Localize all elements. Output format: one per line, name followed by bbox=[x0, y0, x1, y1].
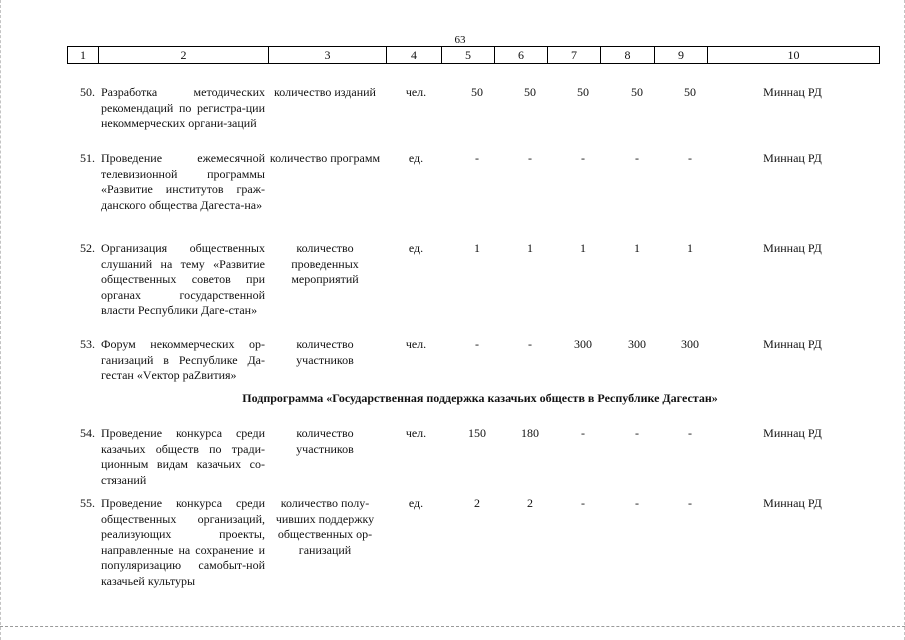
page-number: 63 bbox=[454, 34, 466, 46]
value-col-9: - bbox=[688, 151, 692, 165]
header-col-4: 4 bbox=[387, 47, 442, 64]
indicator-name: количество участников bbox=[296, 426, 354, 456]
row-number: 50. bbox=[80, 85, 95, 99]
value-col-7: 300 bbox=[574, 337, 592, 351]
value-col-5: - bbox=[475, 151, 479, 165]
executor: Миннац РД bbox=[763, 241, 822, 255]
value-col-5: 150 bbox=[468, 426, 486, 440]
unit: чел. bbox=[405, 337, 427, 351]
column-number-header bbox=[67, 46, 880, 64]
value-col-9: - bbox=[688, 496, 692, 510]
measure-name: Разработка методических рекомендаций по регистра-ции некоммерческих органи-заций bbox=[101, 85, 265, 130]
executor: Миннац РД bbox=[763, 337, 822, 351]
indicator-name: количество проведенных мероприятий bbox=[291, 241, 359, 286]
value-col-6: 2 bbox=[527, 496, 533, 510]
value-col-7: - bbox=[581, 496, 585, 510]
value-col-8: - bbox=[635, 426, 639, 440]
unit: чел. bbox=[405, 85, 427, 99]
header-col-5: 5 bbox=[442, 47, 495, 64]
executor: Миннац РД bbox=[763, 426, 822, 440]
value-col-6: 50 bbox=[524, 85, 536, 99]
measure-name: Проведение конкурса среди общественных организаций, реализующих проекты, направленные на сохранение и популяризацию самобыт-ной казачьей культуры bbox=[101, 496, 265, 588]
executor: Миннац РД bbox=[763, 496, 822, 510]
header-col-8: 8 bbox=[601, 47, 655, 64]
value-col-7: 50 bbox=[577, 85, 589, 99]
value-col-7: 1 bbox=[580, 241, 586, 255]
indicator-name: количество программ bbox=[269, 151, 381, 165]
value-col-5: - bbox=[475, 337, 479, 351]
value-col-8: - bbox=[635, 496, 639, 510]
scan-artifact-line bbox=[0, 626, 905, 627]
unit: ед. bbox=[408, 241, 424, 255]
value-col-8: 50 bbox=[631, 85, 643, 99]
value-col-7: - bbox=[581, 151, 585, 165]
row-number: 55. bbox=[80, 496, 95, 510]
measure-name: Организация общественных слушаний на тему «Развитие общественных советов при органах государственной власти Республики Даге-стан» bbox=[101, 241, 265, 317]
header-col-7: 7 bbox=[548, 47, 601, 64]
unit: ед. bbox=[408, 151, 424, 165]
header-col-9: 9 bbox=[655, 47, 708, 64]
value-col-9: 1 bbox=[687, 241, 693, 255]
measure-name: Проведение ежемесячной телевизионной программы «Развитие институтов граж-данского общества Дагеста-на» bbox=[101, 151, 265, 212]
value-col-5: 1 bbox=[474, 241, 480, 255]
row-number: 51. bbox=[80, 151, 95, 165]
measure-name: Проведение конкурса среди казачьих обществ по тради-ционным видам казачьих со-стязаний bbox=[101, 426, 265, 487]
value-col-5: 2 bbox=[474, 496, 480, 510]
executor: Миннац РД bbox=[763, 151, 822, 165]
header-col-10: 10 bbox=[708, 47, 880, 64]
unit: ед. bbox=[408, 496, 424, 510]
value-col-8: - bbox=[635, 151, 639, 165]
value-col-6: - bbox=[528, 337, 532, 351]
header-col-2: 2 bbox=[99, 47, 269, 64]
value-col-8: 300 bbox=[628, 337, 646, 351]
value-col-9: 300 bbox=[681, 337, 699, 351]
value-col-9: 50 bbox=[684, 85, 696, 99]
indicator-name: количество участников bbox=[296, 337, 354, 367]
unit: чел. bbox=[405, 426, 427, 440]
subprogram-title: Подпрограмма «Государственная поддержка казачьих обществ в Республике Дагестан» bbox=[242, 391, 718, 405]
header-col-3: 3 bbox=[269, 47, 387, 64]
executor: Миннац РД bbox=[763, 85, 822, 99]
scan-edge-left bbox=[0, 0, 1, 640]
header-col-6: 6 bbox=[495, 47, 548, 64]
header-col-1: 1 bbox=[68, 47, 99, 64]
value-col-5: 50 bbox=[471, 85, 483, 99]
value-col-9: - bbox=[688, 426, 692, 440]
value-col-6: 1 bbox=[527, 241, 533, 255]
row-number: 53. bbox=[80, 337, 95, 351]
row-number: 54. bbox=[80, 426, 95, 440]
value-col-6: - bbox=[528, 151, 532, 165]
measure-name: Форум некоммерческих ор-ганизаций в Республике Да-гестан «Vектор раZвития» bbox=[101, 337, 265, 382]
value-col-8: 1 bbox=[634, 241, 640, 255]
indicator-name: количество изданий bbox=[274, 85, 376, 99]
indicator-name: количество полу-чивших поддержку общественных ор-ганизаций bbox=[275, 496, 375, 557]
value-col-7: - bbox=[581, 426, 585, 440]
row-number: 52. bbox=[80, 241, 95, 255]
value-col-6: 180 bbox=[521, 426, 539, 440]
